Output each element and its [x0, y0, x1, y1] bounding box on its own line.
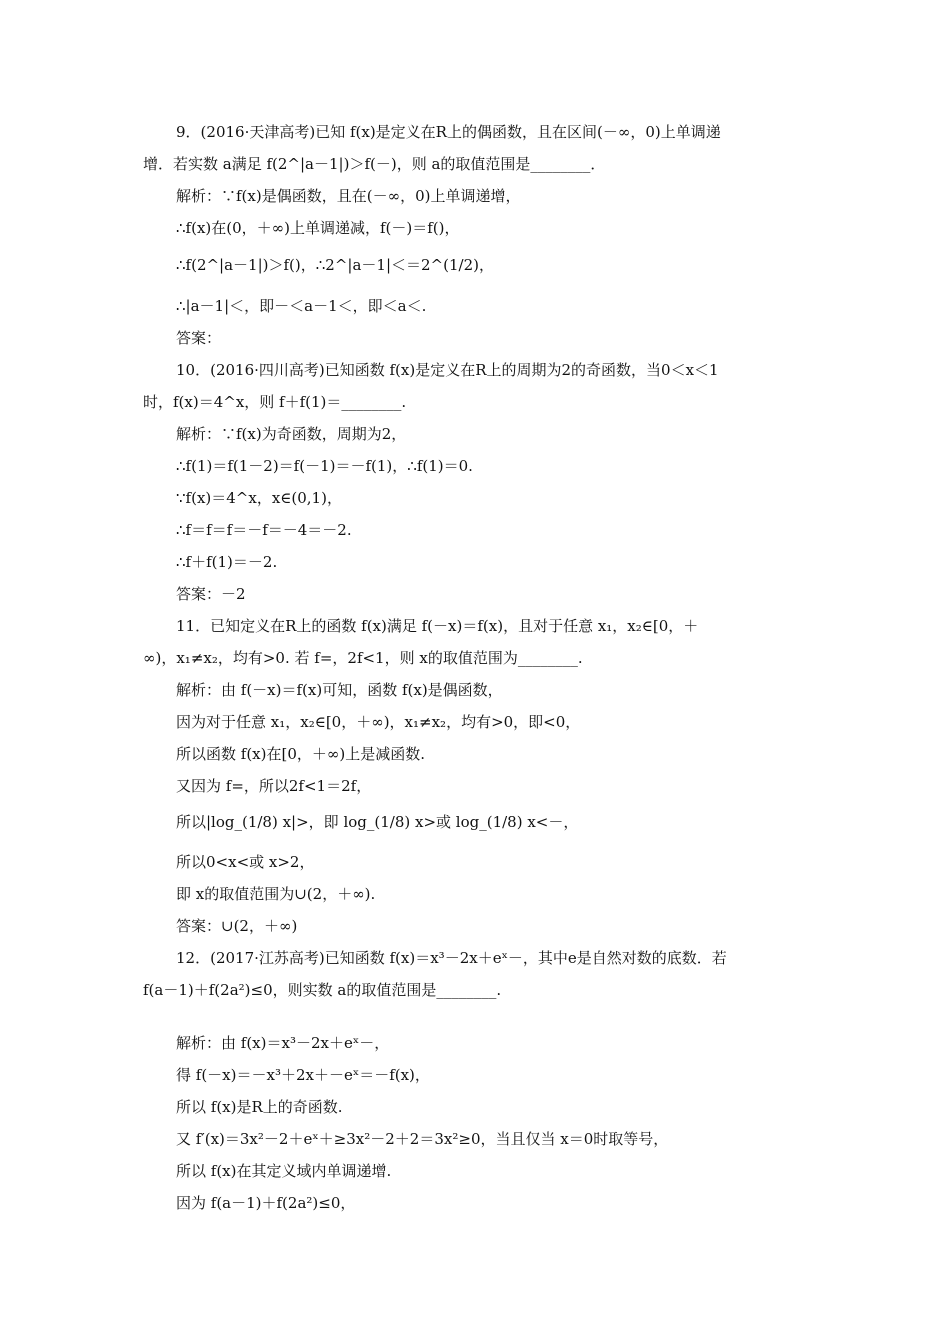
solution-12-line-1: 解析：由 f(x)＝x³－2x＋eˣ－，	[176, 1034, 390, 1052]
solution-10-line-4: ∴f＝f＝f＝－f＝－4＝－2.	[176, 521, 352, 539]
solution-11-line-2: 因为对于任意 x₁，x₂∈[0，＋∞)，x₁≠x₂，均有>0，即<0，	[176, 713, 581, 731]
solution-11-line-1: 解析：由 f(－x)＝f(x)可知，函数 f(x)是偶函数，	[176, 681, 503, 699]
solution-11-line-7: 即 x的取值范围为∪(2，＋∞).	[176, 885, 376, 903]
answer-9: 答案：	[176, 329, 222, 347]
question-12-line-2: f(a－1)＋f(2a²)≤0，则实数 a的取值范围是________.	[143, 981, 502, 999]
question-11-line-2: ∞)，x₁≠x₂，均有>0. 若 f=，2f<1，则 x的取值范围为________.	[143, 649, 583, 667]
answer-10: 答案：－2	[176, 585, 246, 603]
solution-12-line-5: 所以 f(x)在其定义域内单调递增.	[176, 1162, 392, 1180]
answer-11: 答案：∪(2，＋∞)	[176, 917, 298, 935]
solution-10-line-1: 解析：∵f(x)为奇函数，周期为2，	[176, 425, 407, 443]
question-11-line-1: 11．已知定义在R上的函数 f(x)满足 f(－x)＝f(x)，且对于任意 x₁，x₂∈[0，＋	[176, 617, 699, 635]
question-10-line-1: 10．(2016·四川高考)已知函数 f(x)是定义在R上的周期为2的奇函数，当0＜x＜1	[176, 361, 719, 379]
solution-10-line-2: ∴f(1)＝f(1－2)＝f(－1)＝－f(1)，∴f(1)＝0.	[176, 457, 473, 475]
solution-9-line-2: ∴f(x)在(0，＋∞)上单调递减，f(－)＝f()，	[176, 219, 460, 237]
solution-11-line-3: 所以函数 f(x)在[0，＋∞)上是减函数.	[176, 745, 425, 763]
solution-11-line-6: 所以0<x<或 x>2，	[176, 853, 315, 871]
question-9-line-1: 9．(2016·天津高考)已知 f(x)是定义在R上的偶函数，且在区间(－∞，0)上单调递	[176, 123, 721, 141]
question-12-line-1: 12．(2017·江苏高考)已知函数 f(x)＝x³－2x＋eˣ－，其中e是自然对数的底数．若	[176, 949, 727, 967]
solution-12-line-4: 又 f′(x)＝3x²－2＋eˣ＋≥3x²－2＋2＝3x²≥0，当且仅当 x＝0时取等号，	[176, 1130, 669, 1148]
solution-10-line-3: ∵f(x)＝4^x，x∈(0,1)，	[176, 489, 342, 507]
solution-11-line-5: 所以|log_(1/8) x|>，即 log_(1/8) x>或 log_(1/8) x<－，	[176, 813, 579, 831]
solution-11-line-4: 又因为 f=，所以2f<1＝2f，	[176, 777, 372, 795]
solution-12-line-3: 所以 f(x)是R上的奇函数.	[176, 1098, 343, 1116]
solution-12-line-6: 因为 f(a－1)＋f(2a²)≤0，	[176, 1194, 356, 1212]
solution-10-line-5: ∴f＋f(1)＝－2.	[176, 553, 278, 571]
solution-9-line-1: 解析：∵f(x)是偶函数，且在(－∞，0)上单调递增，	[176, 187, 521, 205]
question-9-line-2: 增．若实数 a满足 f(2^|a－1|)＞f(－)，则 a的取值范围是________．	[143, 155, 606, 173]
solution-12-line-2: 得 f(－x)＝－x³＋2x＋－eˣ＝－f(x)，	[176, 1066, 430, 1084]
question-10-line-2: 时，f(x)＝4^x，则 f＋f(1)＝________.	[143, 393, 407, 411]
solution-9-line-3: ∴f(2^|a－1|)＞f()，∴2^|a－1|＜＝2^(1/2)，	[176, 256, 494, 274]
solution-9-line-4: ∴|a－1|＜，即－＜a－1＜，即＜a＜.	[176, 297, 427, 315]
